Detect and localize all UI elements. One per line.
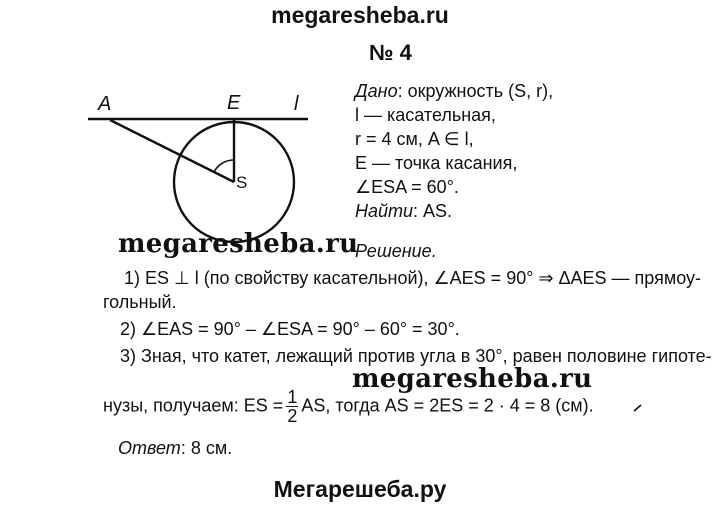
answer-label: Ответ — [118, 438, 181, 458]
solution-step-1b: гольный. — [103, 292, 177, 312]
solution-step-2: 2) ∠EAS = 90° – ∠ESA = 90° – 60° = 30°. — [120, 319, 460, 339]
given-label: Дано — [355, 81, 398, 101]
fraction-one-half — [286, 388, 298, 425]
angle-arc — [214, 160, 234, 172]
watermark-middle-1: megaresheba.ru — [118, 229, 359, 259]
given-line-3: r = 4 см, A ∈ l, — [355, 129, 474, 149]
given-line-2: l — касательная, — [355, 105, 496, 125]
segment-as — [110, 120, 234, 182]
find-label: Найти — [355, 201, 414, 221]
answer — [118, 437, 232, 459]
given-text: : окружность (S, r), — [397, 81, 554, 101]
fraction-numerator: 1 — [287, 387, 298, 407]
label-e: E — [227, 92, 241, 114]
watermark-bottom: Мегарешеба.ру — [273, 476, 447, 502]
step-3b-start: нузы, получаем: ES = — [103, 395, 284, 416]
label-s: S — [236, 173, 248, 192]
answer-value: : 8 см. — [180, 438, 233, 458]
given-line-1 — [355, 80, 553, 102]
watermark-top: megaresheba.ru — [271, 2, 449, 28]
solution-step-1a: 1) ES ⊥ l (по свойству касательной), ∠AES = 90° ⇒ ΔAES — прямоу- — [124, 268, 702, 288]
given-line-6 — [355, 200, 452, 222]
label-a: A — [98, 93, 112, 115]
given-line-5: ∠ESA = 60°. — [355, 177, 459, 197]
step-3b-end: AS, тогда AS = 2ES = 2 · 4 = 8 (см). — [301, 395, 594, 416]
solution-heading: Решение. — [355, 241, 437, 261]
problem-number: № 4 — [369, 40, 412, 65]
watermark-middle-2: megaresheba.ru — [352, 364, 593, 394]
solution-step-3a: 3) Зная, что катет, лежащий против угла в 30°, равен половине гипоте- — [120, 346, 712, 366]
fraction-denominator: 2 — [287, 406, 298, 426]
stray-mark — [632, 402, 644, 414]
given-line-4: E — точка касания, — [355, 153, 518, 173]
solution-step-3b — [103, 388, 594, 425]
find-text: : AS. — [413, 201, 453, 221]
label-l: l — [294, 93, 299, 115]
